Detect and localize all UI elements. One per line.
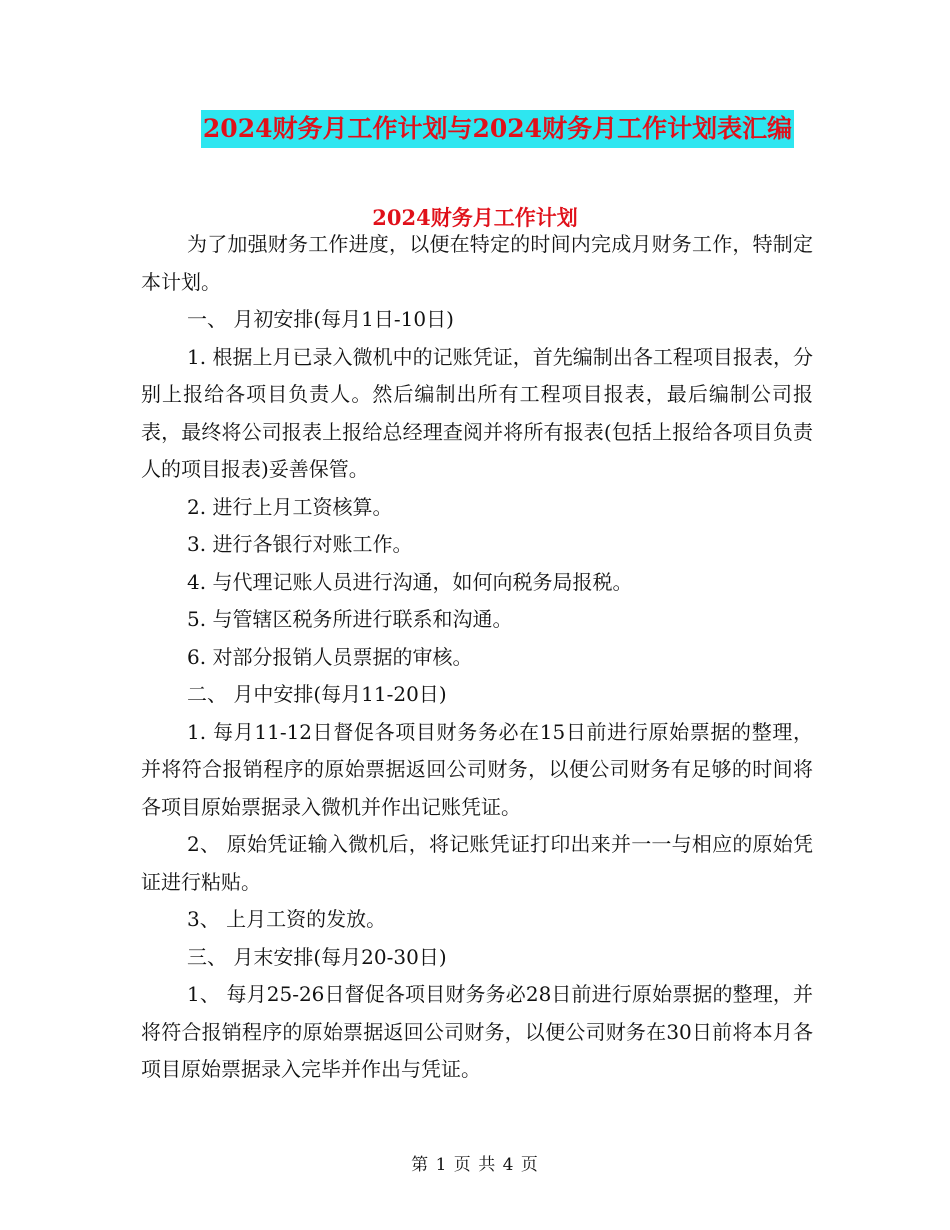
document-body xyxy=(141,226,813,1089)
list-item: 1、 每月25-26日督促各项目财务务必28日前进行原始票据的整理，并将符合报销程序的原始票据返回公司财务，以便公司财务在30日前将本月各项目原始票据录入完毕并作出与凭证。 xyxy=(141,982,813,1081)
heading-mid-month: 二、 月中安排(每月11-20日) xyxy=(187,682,447,706)
list-item: 5. 与管辖区税务所进行联系和沟通。 xyxy=(187,607,513,631)
list-item: 3、 上月工资的发放。 xyxy=(187,907,387,931)
list-item: 2、 原始凭证输入微机后，将记账凭证打印出来并一一与相应的原始凭证进行粘贴。 xyxy=(141,832,813,894)
paragraph-intro: 为了加强财务工作进度，以便在特定的时间内完成月财务工作，特制定本计划。 xyxy=(141,232,813,294)
list-item: 6. 对部分报销人员票据的审核。 xyxy=(187,644,473,669)
page-footer: 第 1 页 共 4 页 xyxy=(411,1155,539,1175)
list-item: 4. 与代理记账人员进行沟通，如何向税务局报税。 xyxy=(187,569,633,594)
list-item: 2. 进行上月工资核算。 xyxy=(187,494,393,519)
heading-end-month: 三、 月末安排(每月20-30日) xyxy=(187,944,447,969)
list-item: 3. 进行各银行对账工作。 xyxy=(187,532,413,556)
list-item: 1. 根据上月已录入微机中的记账凭证，首先编制出各工程项目报表，分别上报给各项目负责人。然后编制出所有工程项目报表，最后编制公司报表，最终将公司报表上报给总经理查阅并将所有报表(包括上报给各项目负责人的项目报表)妥善保管。 xyxy=(141,344,813,481)
section-title: 2024财务月工作计划 xyxy=(372,205,578,230)
heading-early-month: 一、 月初安排(每月1日-10日) xyxy=(187,307,454,331)
document-title: 2024财务月工作计划与2024财务月工作计划表汇编 xyxy=(201,110,794,148)
title-area xyxy=(0,110,950,148)
list-item: 1. 每月11-12日督促各项目财务务必在15日前进行原始票据的整理，并将符合报销程序的原始票据返回公司财务，以便公司财务有足够的时间将各项目原始票据录入微机并作出记账凭证。 xyxy=(141,719,813,819)
